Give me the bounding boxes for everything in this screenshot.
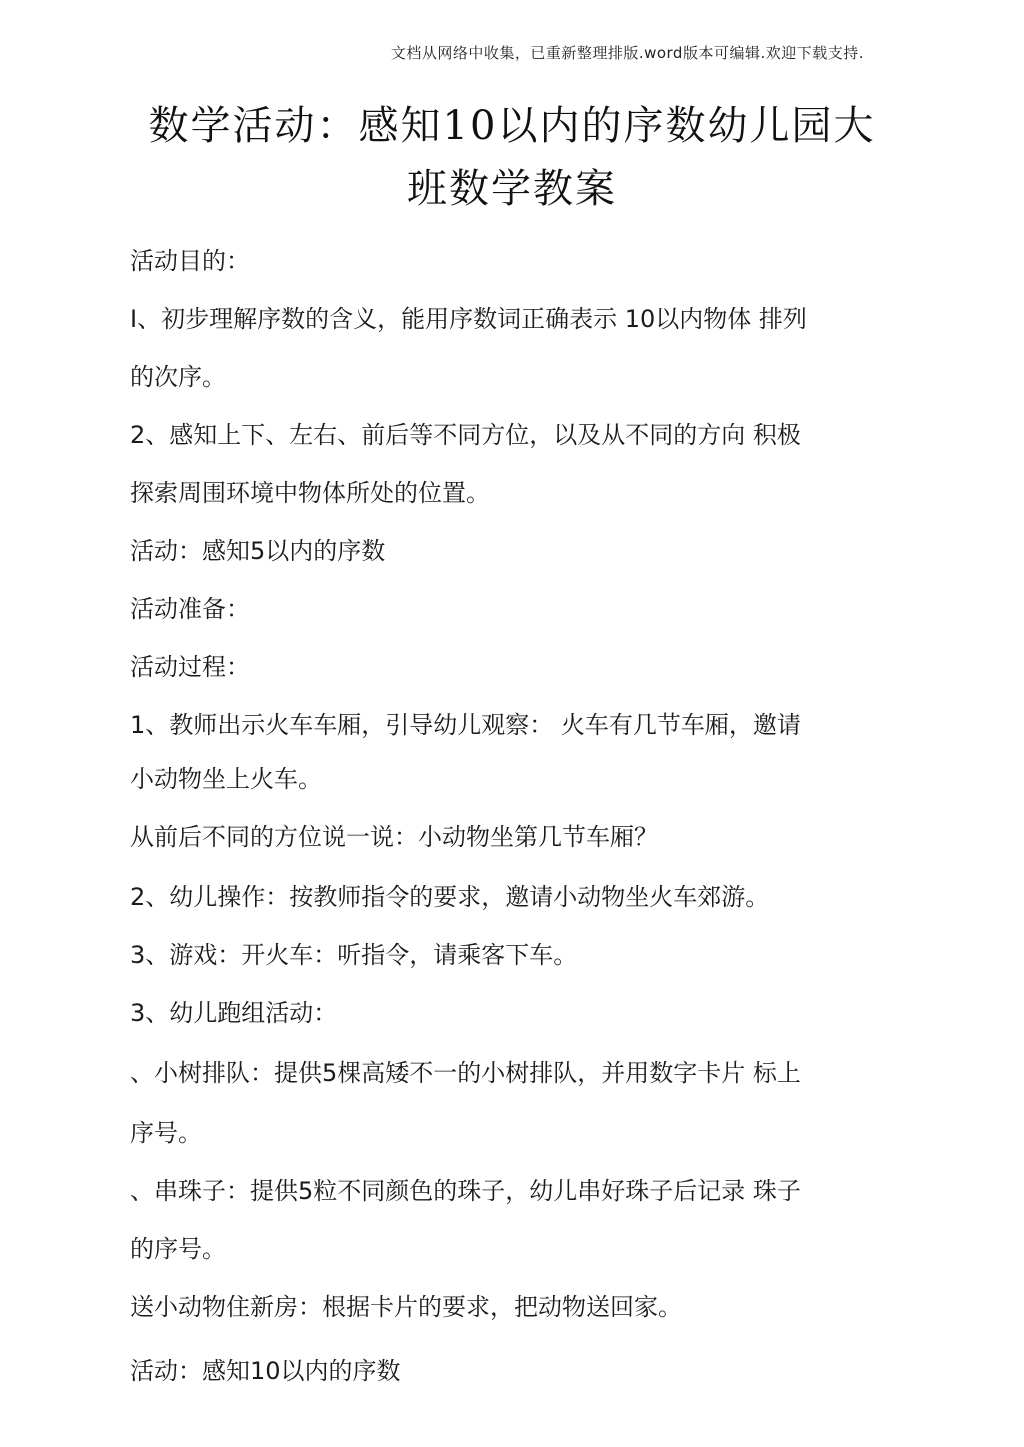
paragraph-line: I、初步理解序数的含义，能用序数词正确表示 10以内物体 排列 [130, 305, 807, 333]
paragraph-line: 、小树排队：提供5棵高矮不一的小树排队，并用数字卡片 标上 [130, 1059, 801, 1087]
paragraph-line: 活动准备： [130, 595, 250, 623]
paragraph-line: 从前后不同的方位说一说：小动物坐第几节车厢？ [130, 823, 658, 851]
paragraph-line: 的序号。 [130, 1235, 226, 1263]
paragraph-line: 序号。 [130, 1119, 202, 1147]
paragraph-line: 的次序。 [130, 363, 226, 391]
page-title-line-2: 班数学教案 [407, 166, 617, 212]
paragraph-line: 小动物坐上火车。 [130, 765, 322, 793]
paragraph-line: 活动：感知10以内的序数 [130, 1357, 401, 1385]
paragraph-line: 2、幼儿操作：按教师指令的要求，邀请小动物坐火车郊游。 [130, 883, 770, 911]
paragraph-line: 3、游戏：开火车：听指令，请乘客下车。 [130, 941, 578, 969]
paragraph-line: 探索周围环境中物体所处的位置。 [130, 479, 490, 507]
paragraph-line: 活动目的： [130, 247, 250, 275]
paragraph-line: 3、幼儿跑组活动： [130, 999, 338, 1027]
paragraph-line: 送小动物住新房：根据卡片的要求，把动物送回家。 [130, 1293, 682, 1321]
header-note: 文档从网络中收集，已重新整理排版.word版本可编辑.欢迎下载支持. [390, 44, 864, 62]
paragraph-line: 2、感知上下、左右、前后等不同方位，以及从不同的方向 积极 [130, 421, 801, 449]
paragraph-line: 1、教师出示火车车厢，引导幼儿观察： 火车有几节车厢，邀请 [130, 711, 801, 739]
paragraph-line: 、串珠子：提供5粒不同颜色的珠子，幼儿串好珠子后记录 珠子 [130, 1177, 801, 1205]
paragraph-line: 活动：感知5以内的序数 [130, 537, 386, 565]
paragraph-line: 活动过程： [130, 653, 250, 681]
page-title-line-1: 数学活动：感知10以内的序数幼儿园大 [148, 103, 876, 149]
